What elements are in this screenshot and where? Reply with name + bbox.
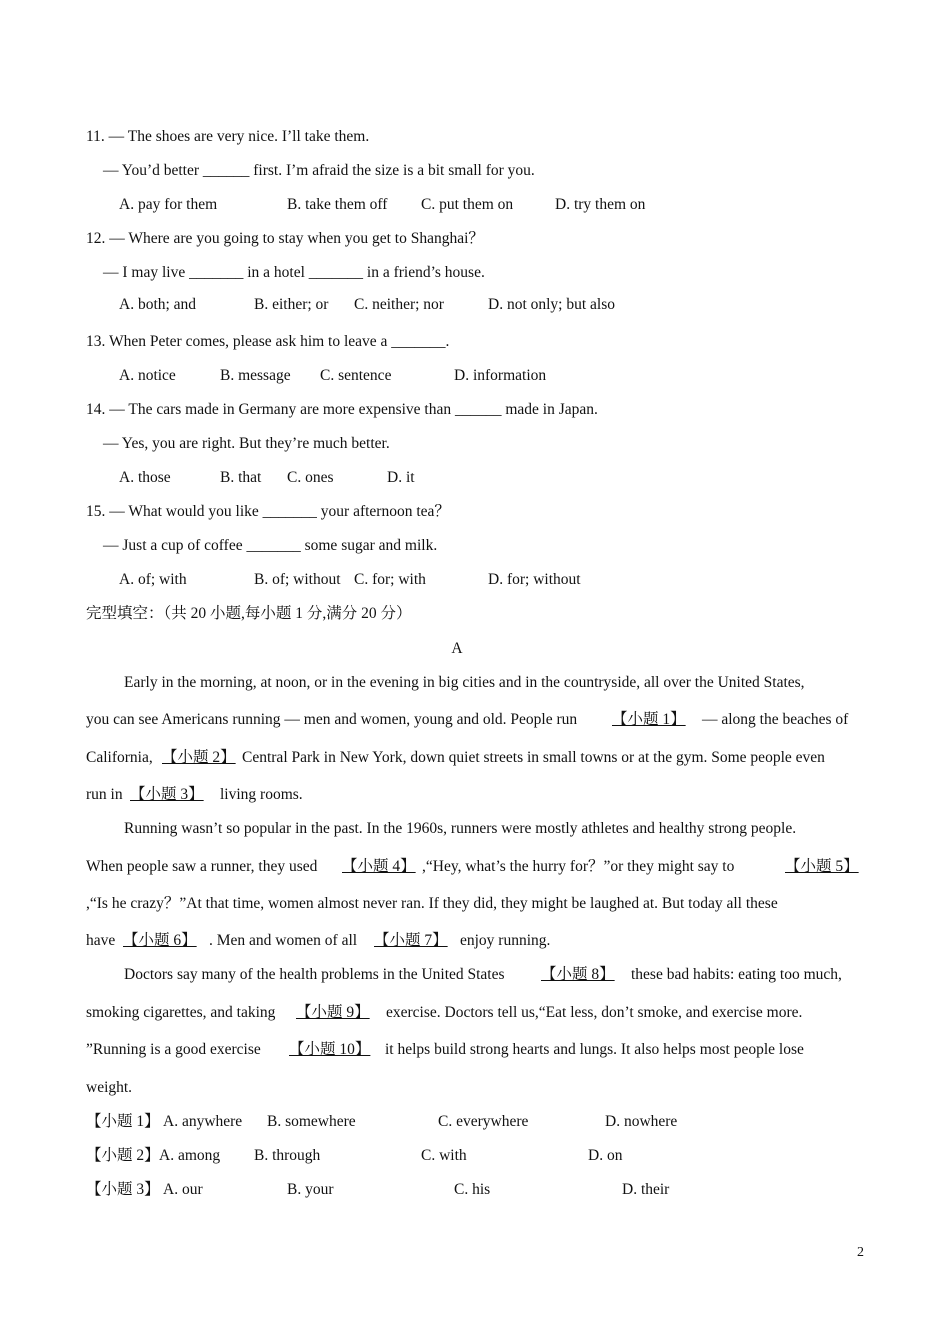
cloze-3-option-a[interactable]: A. our <box>163 1181 203 1198</box>
blank-2[interactable]: 【小题 2】 <box>162 749 236 766</box>
blank-10[interactable]: 【小题 10】 <box>289 1041 371 1058</box>
cloze-3-label: 【小题 3】 <box>86 1181 160 1198</box>
cloze-1-option-c[interactable]: C. everywhere <box>438 1113 529 1130</box>
passage-line: have <box>86 932 116 949</box>
q14-option-d[interactable]: D. it <box>387 469 415 486</box>
q12-option-d[interactable]: D. not only; but also <box>488 296 616 313</box>
passage-line: you can see Americans running — men and women, young and old. People run <box>86 711 578 728</box>
passage-line: enjoy running. <box>460 932 551 949</box>
cloze-2-option-a[interactable]: A. among <box>159 1147 221 1164</box>
cloze-2-option-d[interactable]: D. on <box>588 1147 623 1164</box>
q11-option-a[interactable]: A. pay for them <box>119 196 218 213</box>
q13-option-a[interactable]: A. notice <box>119 367 176 384</box>
q11-reply: — You’d better ______ first. I’m afraid the size is a bit small for you. <box>103 162 535 179</box>
q14-stem: 14. — The cars made in Germany are more expensive than ______ made in Japan. <box>86 401 598 418</box>
blank-3[interactable]: 【小题 3】 <box>130 786 204 803</box>
q14-option-c[interactable]: C. ones <box>287 469 334 486</box>
q12-option-a[interactable]: A. both; and <box>119 296 197 313</box>
q15-stem: 15. — What would you like _______ your afternoon tea？ <box>86 503 450 520</box>
passage-line: Central Park in New York, down quiet streets in small towns or at the gym. Some people even <box>242 749 825 766</box>
q11-option-d[interactable]: D. try them on <box>555 196 646 213</box>
q13-option-d[interactable]: D. information <box>454 367 547 384</box>
q15-reply: — Just a cup of coffee _______ some sugar and milk. <box>103 537 438 554</box>
q12-option-b[interactable]: B. either; or <box>254 296 329 313</box>
passage-line: . Men and women of all <box>209 932 358 949</box>
passage-line: — along the beaches of <box>702 711 849 728</box>
blank-4[interactable]: 【小题 4】 <box>342 858 416 875</box>
passage-line: Running wasn’t so popular in the past. In the 1960s, runners were mostly athletes and healthy strong people. <box>124 820 797 837</box>
cloze-1-label: 【小题 1】 <box>86 1113 160 1130</box>
q13-stem: 13. When Peter comes, please ask him to leave a _______. <box>86 333 450 350</box>
cloze-1-option-b[interactable]: B. somewhere <box>267 1113 356 1130</box>
passage-line: ,“Is he crazy？”At that time, women almost never ran. If they did, they might be laughed at. But today all these <box>86 895 778 912</box>
q13-option-b[interactable]: B. message <box>220 367 291 384</box>
q15-option-b[interactable]: B. of; without <box>254 571 341 588</box>
blank-7[interactable]: 【小题 7】 <box>374 932 448 949</box>
q13-option-c[interactable]: C. sentence <box>320 367 392 384</box>
q15-option-a[interactable]: A. of; with <box>119 571 187 588</box>
passage-line: living rooms. <box>220 786 303 803</box>
q15-option-c[interactable]: C. for; with <box>354 571 426 588</box>
passage-line: run in <box>86 786 123 803</box>
q14-option-a[interactable]: A. those <box>119 469 171 486</box>
blank-5[interactable]: 【小题 5】 <box>785 858 859 875</box>
passage-line: When people saw a runner, they used <box>86 858 318 875</box>
passage-line: Early in the morning, at noon, or in the evening in big cities and in the countryside, all over the United States, <box>124 674 805 691</box>
passage-line: smoking cigarettes, and taking <box>86 1004 276 1021</box>
cloze-3-option-d[interactable]: D. their <box>622 1181 670 1198</box>
q15-option-d[interactable]: D. for; without <box>488 571 581 588</box>
cloze-2-option-c[interactable]: C. with <box>421 1147 467 1164</box>
passage-line: ”Running is a good exercise <box>86 1041 261 1058</box>
q11-option-c[interactable]: C. put them on <box>421 196 514 213</box>
q12-stem: 12. — Where are you going to stay when you get to Shanghai？ <box>86 230 484 247</box>
passage-line: exercise. Doctors tell us,“Eat less, don’t smoke, and exercise more. <box>386 1004 803 1021</box>
passage-line: weight. <box>86 1079 133 1096</box>
blank-1[interactable]: 【小题 1】 <box>612 711 686 728</box>
q11-stem: 11. — The shoes are very nice. I’ll take them. <box>86 128 370 145</box>
passage-line: ,“Hey, what’s the hurry for？”or they might say to <box>422 858 735 875</box>
q12-reply: — I may live _______ in a hotel _______ in a friend’s house. <box>103 264 485 281</box>
passage-part-label: A <box>451 640 463 657</box>
q14-option-b[interactable]: B. that <box>220 469 262 486</box>
cloze-2-label: 【小题 2】 <box>86 1147 160 1164</box>
q14-reply: — Yes, you are right. But they’re much better. <box>103 435 390 452</box>
cloze-1-option-a[interactable]: A. anywhere <box>163 1113 243 1130</box>
blank-6[interactable]: 【小题 6】 <box>123 932 197 949</box>
passage-line: California, <box>86 749 153 766</box>
blank-8[interactable]: 【小题 8】 <box>541 966 615 983</box>
passage-line: these bad habits: eating too much, <box>631 966 842 983</box>
q11-option-b[interactable]: B. take them off <box>287 196 388 213</box>
cloze-3-option-b[interactable]: B. your <box>287 1181 334 1198</box>
page-number: 2 <box>857 1245 864 1260</box>
passage-line: Doctors say many of the health problems in the United States <box>124 966 505 983</box>
section-title: 完型填空：（共 20 小题,每小题 1 分,满分 20 分） <box>86 605 412 622</box>
cloze-1-option-d[interactable]: D. nowhere <box>605 1113 678 1130</box>
passage-line: it helps build strong hearts and lungs. It also helps most people lose <box>385 1041 804 1058</box>
cloze-3-option-c[interactable]: C. his <box>454 1181 491 1198</box>
cloze-2-option-b[interactable]: B. through <box>254 1147 321 1164</box>
q12-option-c[interactable]: C. neither; nor <box>354 296 444 313</box>
blank-9[interactable]: 【小题 9】 <box>296 1004 370 1021</box>
